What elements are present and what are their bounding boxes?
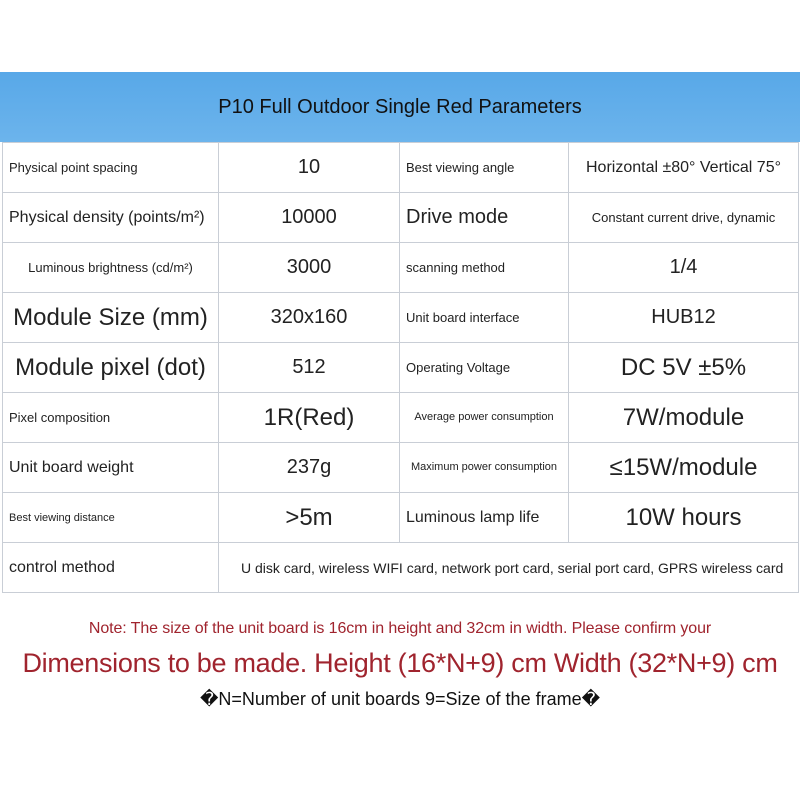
control-method-value: U disk card, wireless WIFI card, network port card, serial port card, GPRS wireless card	[219, 543, 799, 593]
param-label: Best viewing angle	[400, 143, 569, 193]
param-value: ≤15W/module	[569, 443, 799, 493]
param-label: Average power consumption	[400, 393, 569, 443]
table-row	[3, 443, 799, 493]
table-row	[3, 193, 799, 243]
param-label: scanning method	[400, 243, 569, 293]
param-label: Maximum power consumption	[400, 443, 569, 493]
table-row	[3, 493, 799, 543]
param-label: Physical density (points/m²)	[3, 193, 219, 243]
param-value: 7W/module	[569, 393, 799, 443]
param-label: Operating Voltage	[400, 343, 569, 393]
param-label: Physical point spacing	[3, 143, 219, 193]
dimensions-formula: Dimensions to be made. Height (16*N+9) cm Width (32*N+9) cm	[22, 648, 778, 678]
table-row	[3, 293, 799, 343]
page-title: P10 Full Outdoor Single Red Parameters	[218, 95, 582, 118]
notes-section	[0, 612, 800, 710]
param-value: 237g	[219, 443, 400, 493]
table-row	[3, 143, 799, 193]
param-label: control method	[3, 543, 219, 593]
legend-note: �N=Number of unit boards 9=Size of the frame�	[199, 689, 601, 709]
param-value: 512	[219, 343, 400, 393]
param-label: Luminous lamp life	[400, 493, 569, 543]
param-label: Module pixel (dot)	[3, 343, 219, 393]
param-label: Drive mode	[400, 193, 569, 243]
param-label: Unit board weight	[3, 443, 219, 493]
param-value: Constant current drive, dynamic	[569, 193, 799, 243]
param-value: 10W hours	[569, 493, 799, 543]
param-label: Unit board interface	[400, 293, 569, 343]
param-label: Luminous brightness (cd/m²)	[3, 243, 219, 293]
param-value: 1/4	[569, 243, 799, 293]
param-value: HUB12	[569, 293, 799, 343]
table-row	[3, 343, 799, 393]
param-label: Pixel composition	[3, 393, 219, 443]
param-label: Module Size (mm)	[3, 293, 219, 343]
note-line: Note: The size of the unit board is 16cm in height and 32cm in width. Please confirm your	[88, 620, 712, 637]
table-header	[0, 72, 800, 142]
param-value: 320x160	[219, 293, 400, 343]
param-value: 10000	[219, 193, 400, 243]
param-value: 10	[219, 143, 400, 193]
table-row	[3, 543, 799, 593]
param-value: 1R(Red)	[219, 393, 400, 443]
param-value: DC 5V ±5%	[569, 343, 799, 393]
param-label: Best viewing distance	[3, 493, 219, 543]
table-row	[3, 393, 799, 443]
param-value: >5m	[219, 493, 400, 543]
param-value: 3000	[219, 243, 400, 293]
table-row	[3, 243, 799, 293]
param-value: Horizontal ±80° Vertical 75°	[569, 143, 799, 193]
parameters-table	[2, 142, 799, 593]
